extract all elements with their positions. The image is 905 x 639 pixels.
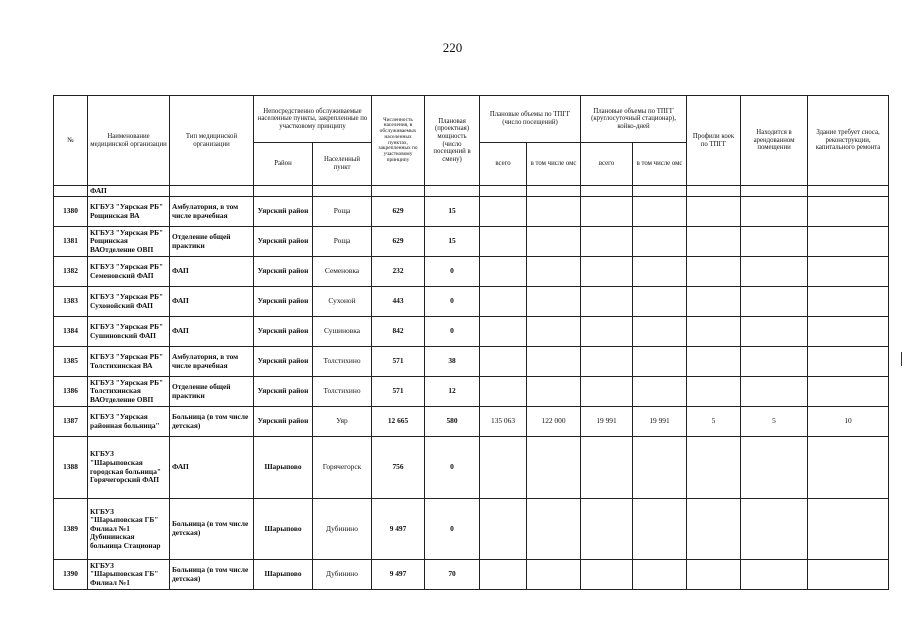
cell-org-name: КГБУЗ "Уярская РБ" Толстихинская ВАОтделение ОВП [88, 377, 170, 407]
cell-district: Уярский район [254, 287, 313, 317]
cell-locality: Дубинино [313, 499, 372, 560]
cell-leased-premises [741, 287, 808, 317]
cell-bedays-oms: 19 991 [633, 407, 687, 437]
cell-needs-repair [808, 347, 889, 377]
cell-leased-premises: 5 [741, 407, 808, 437]
cell-bedays-total [581, 197, 633, 227]
cell-visits-total [480, 257, 527, 287]
cell-bed-profiles [687, 317, 741, 347]
cell-needs-repair [808, 287, 889, 317]
scan-artifact [901, 352, 902, 366]
cell-leased-premises [741, 257, 808, 287]
cell-bedays-oms [633, 437, 687, 499]
cell-capacity: 70 [425, 560, 480, 590]
cell-visits-oms [527, 499, 581, 560]
cell-population: 842 [372, 317, 425, 347]
cell-row-number: 1380 [54, 197, 88, 227]
cell-locality: Горячегорск [313, 437, 372, 499]
cell-leased-premises [741, 227, 808, 257]
cell-row-number: 1381 [54, 227, 88, 257]
cell-leased-premises [741, 499, 808, 560]
header-locality: Населенный пункт [313, 143, 372, 186]
cell-capacity: 0 [425, 499, 480, 560]
cell-visits-oms [527, 560, 581, 590]
cell-visits-total: 135 063 [480, 407, 527, 437]
cell-needs-repair [808, 197, 889, 227]
cell-bed-profiles [687, 437, 741, 499]
cell-org-type: Больница (в том числе детская) [170, 407, 254, 437]
table-header [54, 96, 889, 186]
header-capacity: Плановая (проектная) мощность (число посещений в смену) [425, 96, 480, 186]
cell-row-number: 1385 [54, 347, 88, 377]
cell-org-type: ФАП [170, 437, 254, 499]
table-row [54, 287, 889, 317]
cell-needs-repair [808, 499, 889, 560]
cell-org-name: КГБУЗ "Шарыповская ГБ" Филиал №1 Дубининская больница Стационар [88, 499, 170, 560]
table-row [54, 257, 889, 287]
cell-visits-total [480, 287, 527, 317]
cell-bedays-oms [633, 287, 687, 317]
cell-row-number: 1387 [54, 407, 88, 437]
header-leased: Находится в арендованном помещении [741, 96, 808, 186]
cell-bedays-oms [633, 377, 687, 407]
cell-row-number: 1386 [54, 377, 88, 407]
cell-org-type: Отделение общей практики [170, 227, 254, 257]
cell-needs-repair [808, 377, 889, 407]
cell-bedays-total: 19 991 [581, 407, 633, 437]
table-row [54, 197, 889, 227]
cell-visits-oms [527, 287, 581, 317]
header-repair: Здание требует сноса, реконструкции, капитального ремонта [808, 96, 889, 186]
cell-capacity: 0 [425, 317, 480, 347]
cell-bedays-oms [633, 499, 687, 560]
cell-locality: Толстихино [313, 377, 372, 407]
cell-org-name: КГБУЗ "Шарыповская ГБ" Филиал №1 [88, 560, 170, 590]
cell-org-name: КГБУЗ "Уярская районная больница" [88, 407, 170, 437]
cell-bed-profiles [687, 287, 741, 317]
header-population: Численность населения, в обслуживаемых населенных пунктах, закрепленных по участковому принципу [372, 96, 425, 186]
cell-visits-total [480, 317, 527, 347]
cell-visits-total [480, 227, 527, 257]
table-row [54, 560, 889, 590]
cell-population: 232 [372, 257, 425, 287]
cell-row-number: 1390 [54, 560, 88, 590]
cell-bedays-total [581, 287, 633, 317]
cell-capacity: 38 [425, 347, 480, 377]
cell-needs-repair [808, 437, 889, 499]
cell-org-name: КГБУЗ "Уярская РБ" Толстихинская ВА [88, 347, 170, 377]
table-row [54, 499, 889, 560]
header-visits: Плановые объемы по ТПГГ (число посещений) [480, 96, 581, 143]
cell-leased-premises [741, 317, 808, 347]
cell-bedays-oms [633, 197, 687, 227]
table-row [54, 317, 889, 347]
cell-leased-premises [741, 377, 808, 407]
cell-capacity: 12 [425, 377, 480, 407]
cell-district: Шарыпово [254, 499, 313, 560]
table-row [54, 227, 889, 257]
cell-visits-oms [527, 437, 581, 499]
cell-capacity: 0 [425, 287, 480, 317]
cell-bedays-oms [633, 227, 687, 257]
cell-row-number: 1383 [54, 287, 88, 317]
header-served: Непосредственно обслуживаемые населенные пункты, закрепленные по участковому принципу [254, 96, 372, 143]
cell-capacity: 0 [425, 437, 480, 499]
cell-bedays-oms [633, 257, 687, 287]
table-row [54, 437, 889, 499]
cell-bedays-total [581, 437, 633, 499]
cell-org-name: КГБУЗ "Уярская РБ" Рощинская ВА [88, 197, 170, 227]
cell-district: Уярский район [254, 197, 313, 227]
cell-bedays-oms [633, 317, 687, 347]
cell-visits-total [480, 560, 527, 590]
header-num: № [54, 96, 88, 186]
cell-district: Уярский район [254, 377, 313, 407]
cell-population: 9 497 [372, 499, 425, 560]
cell-visits-total [480, 437, 527, 499]
cell-needs-repair [808, 227, 889, 257]
cell-bedays-total [581, 377, 633, 407]
cell-visits-total [480, 377, 527, 407]
cell-org-type: Больница (в том числе детская) [170, 499, 254, 560]
cell-district: Шарыпово [254, 437, 313, 499]
cell-org-type: ФАП [170, 317, 254, 347]
cell-visits-oms: 122 000 [527, 407, 581, 437]
cell-locality: Уяр [313, 407, 372, 437]
cell-population: 12 665 [372, 407, 425, 437]
cell-needs-repair: 10 [808, 407, 889, 437]
table-row [54, 377, 889, 407]
cell-bedays-oms [633, 560, 687, 590]
cell-org-type: Амбулатория, в том числе врачебная [170, 197, 254, 227]
cell-population: 629 [372, 197, 425, 227]
cell-leased-premises [741, 347, 808, 377]
cell-org-name: КГБУЗ "Шарыповская городская больница" Горячегорский ФАП [88, 437, 170, 499]
cell-capacity: 0 [425, 257, 480, 287]
header-bedays-oms: в том числе омс [633, 143, 687, 186]
cell-org-name: КГБУЗ "Уярская РБ" Семеновский ФАП [88, 257, 170, 287]
cell-bed-profiles [687, 197, 741, 227]
cell-district: Уярский район [254, 347, 313, 377]
cell-locality: Сухоной [313, 287, 372, 317]
cell-capacity: 15 [425, 197, 480, 227]
cell-locality: Сушиновка [313, 317, 372, 347]
cell-bedays-total [581, 347, 633, 377]
cell-population: 629 [372, 227, 425, 257]
cell-row-number: 1388 [54, 437, 88, 499]
cell-district: Уярский район [254, 227, 313, 257]
cell-bedays-oms [633, 347, 687, 377]
cell-locality: Дубинино [313, 560, 372, 590]
cell-bedays-total [581, 499, 633, 560]
cell-org-type: ФАП [170, 257, 254, 287]
header-visits-oms: в том числе омс [527, 143, 581, 186]
cell-bed-profiles [687, 257, 741, 287]
cell-needs-repair [808, 317, 889, 347]
cell-population: 9 497 [372, 560, 425, 590]
cell-population: 756 [372, 437, 425, 499]
cell-capacity: 580 [425, 407, 480, 437]
section-label: ФАП [88, 186, 170, 197]
cell-needs-repair [808, 560, 889, 590]
header-bedays-all: всего [581, 143, 633, 186]
cell-population: 443 [372, 287, 425, 317]
cell-district: Уярский район [254, 407, 313, 437]
cell-population: 571 [372, 347, 425, 377]
cell-visits-oms [527, 377, 581, 407]
cell-leased-premises [741, 437, 808, 499]
cell-row-number: 1382 [54, 257, 88, 287]
cell-bed-profiles [687, 347, 741, 377]
cell-leased-premises [741, 197, 808, 227]
cell-org-type: ФАП [170, 287, 254, 317]
cell-visits-total [480, 499, 527, 560]
cell-row-number: 1384 [54, 317, 88, 347]
header-district: Район [254, 143, 313, 186]
cell-org-type: Амбулатория, в том числе врачебная [170, 347, 254, 377]
cell-visits-oms [527, 317, 581, 347]
cell-bedays-total [581, 317, 633, 347]
header-org: Наименование медицинской организации [88, 96, 170, 186]
cell-visits-oms [527, 257, 581, 287]
cell-capacity: 15 [425, 227, 480, 257]
cell-bed-profiles [687, 560, 741, 590]
cell-locality: Роща [313, 227, 372, 257]
section-row [54, 186, 889, 197]
cell-org-name: КГБУЗ "Уярская РБ" Сушиновский ФАП [88, 317, 170, 347]
cell-visits-oms [527, 347, 581, 377]
cell-district: Уярский район [254, 257, 313, 287]
cell-bed-profiles: 5 [687, 407, 741, 437]
cell-bedays-total [581, 227, 633, 257]
header-bedays: Плановые объемы по ТПГГ (круглосуточный стационар), койко-дней [581, 96, 687, 143]
cell-org-name: КГБУЗ "Уярская РБ" Сухонойский ФАП [88, 287, 170, 317]
cell-bed-profiles [687, 499, 741, 560]
cell-locality: Толстихино [313, 347, 372, 377]
cell-visits-total [480, 347, 527, 377]
cell-visits-oms [527, 227, 581, 257]
cell-row-number: 1389 [54, 499, 88, 560]
cell-leased-premises [741, 560, 808, 590]
cell-org-name: КГБУЗ "Уярская РБ" Рощинская ВАОтделение ОВП [88, 227, 170, 257]
cell-district: Шарыпово [254, 560, 313, 590]
table-row [54, 347, 889, 377]
table-body [54, 186, 889, 590]
header-visits-all: всего [480, 143, 527, 186]
cell-locality: Роща [313, 197, 372, 227]
table-row [54, 407, 889, 437]
cell-bed-profiles [687, 377, 741, 407]
cell-org-type: Отделение общей практики [170, 377, 254, 407]
header-type: Тип медицинской организации [170, 96, 254, 186]
cell-visits-oms [527, 197, 581, 227]
header-profile: Профили коек по ТПГГ [687, 96, 741, 186]
page-number: 220 [442, 40, 463, 55]
medical-organizations-table [53, 95, 889, 590]
cell-bed-profiles [687, 227, 741, 257]
cell-bedays-total [581, 560, 633, 590]
cell-population: 571 [372, 377, 425, 407]
cell-needs-repair [808, 257, 889, 287]
cell-visits-total [480, 197, 527, 227]
cell-bedays-total [581, 257, 633, 287]
cell-locality: Семеновка [313, 257, 372, 287]
cell-org-type: Больница (в том числе детская) [170, 560, 254, 590]
cell-district: Уярский район [254, 317, 313, 347]
